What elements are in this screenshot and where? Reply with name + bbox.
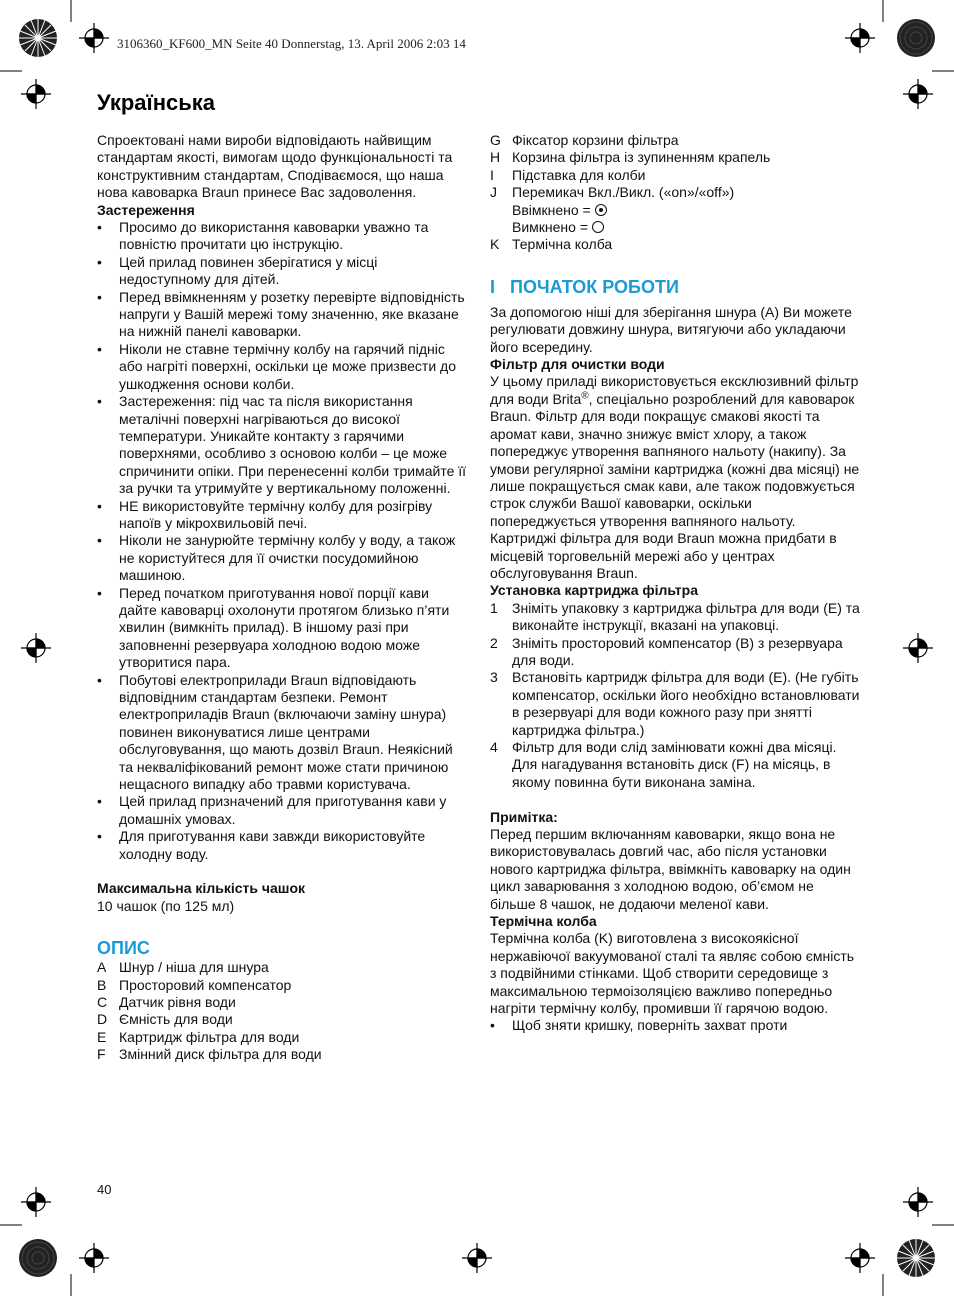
list-item: • Просимо до використання кавоварки уважно та повністю прочитати цю інструкцію. — [97, 219, 467, 254]
list-item: • Застереження: під час та після використання металічні поверхні нагріваються до високої температури. Уникайте контакту з гарячими поверхнями, особливо з основою колби – це може спричинити опіки. При перенесенні колби тримайте її за ручки та утримуйте у вертикальному положенні. — [97, 393, 467, 497]
legend-key: J — [490, 184, 497, 201]
legend-item-d — [97, 1011, 467, 1028]
legend-text: Датчик рівня води — [119, 994, 236, 1011]
water-filter-heading: Фільтр для очистки води — [490, 356, 665, 373]
step-text: Зніміть упаковку з картриджа фільтра для води (E) та виконайте інструкції, вказані на упаковці. — [512, 599, 860, 634]
step-number: 3 — [490, 669, 498, 686]
thermal-heading: Термічна колба — [490, 913, 597, 930]
list-item — [490, 600, 860, 635]
legend-item-a — [97, 959, 467, 976]
legend-text: Ємність для води — [119, 1011, 233, 1028]
list-item — [490, 635, 860, 670]
legend-text: Шнур / ніша для шнура — [119, 959, 269, 976]
warnings-heading: Застереження — [97, 201, 195, 218]
start-intro: За допомогою ніші для зберігання шнура (A) Ви можете регулювати довжину шнура, витягуючи або укладаючи його всередину. — [490, 303, 852, 355]
legend-key: D — [97, 1011, 108, 1028]
list-item: • Щоб зняти кришку, поверніть захват проти — [490, 1017, 860, 1034]
step-number: 2 — [490, 634, 498, 651]
list-item: • Цей прилад призначений для приготування кави у домашніх умовах. — [97, 793, 467, 828]
legend-text: Картридж фільтра для води — [119, 1028, 300, 1045]
off-label: Вимкнено = — [512, 219, 589, 236]
water-filter-text-a: У цьому приладі використовується ексклюзивний фільтр для води Brita — [490, 373, 859, 407]
on-label: Ввімкнено = — [512, 201, 591, 218]
legend-key: I — [490, 166, 494, 183]
water-filter-text — [490, 373, 860, 582]
legend-text: Просторовий компенсатор — [119, 976, 292, 993]
install-steps — [490, 600, 860, 791]
legend-text: Термічна колба — [512, 236, 613, 253]
legend-item-c — [97, 994, 467, 1011]
page-title: Українська — [97, 90, 216, 115]
start-heading — [490, 276, 860, 298]
start-section-number: I — [490, 276, 496, 297]
page-number: 40 — [97, 1182, 112, 1197]
on-symbol-icon — [595, 204, 607, 216]
max-cups-heading: Максимальна кількість чашок — [97, 880, 305, 897]
legend-key: K — [490, 236, 500, 253]
list-item: • НЕ використовуйте термічну колбу для розігріву напоїв у мікрохвильовій печі. — [97, 498, 467, 533]
intro-paragraph: Спроектовані нами вироби відповідають найвищим стандартам якості, вимогам щодо функціональності та конструктивним стандартам, Сподіваємося, що наша нова кавоварка Braun принесе Вас задоволення. — [97, 132, 453, 201]
print-header-line: 3106360_KF600_MN Seite 40 Donnerstag, 13. April 2006 2:03 14 — [117, 36, 466, 51]
note-text: Перед першим включанням кавоварки, якщо вона не використовувалась довгий час, або після установки нового картриджа фільтра, ввімкніть кавоварку на один цикл заварювання з холодною водою, об’ємом не більше 8 чашок, не додаючи меленої кави. — [490, 826, 851, 912]
step-text: Фільтр для води слід замінювати кожні два місяці. Для нагадування встановіть диск (F) на місяць, в якому повинна бути виконана заміна. — [512, 739, 837, 790]
list-item: • Побутові електроприлади Braun відповідають відповідним стандартам безпеки. Ремонт електроприладів Braun (включаючи заміну шнура) повинен виконуватися лише центрами обслуговування, що мають дозвіл Braun. Неякісний та некваліфікований ремонт може стати причиною нещасного випадку або травми користувача. — [97, 672, 467, 794]
warnings-list — [97, 219, 467, 863]
legend-key: H — [490, 149, 501, 166]
thermal-list — [490, 1017, 860, 1034]
legend-key: B — [97, 976, 107, 993]
list-item — [490, 739, 860, 791]
step-number: 1 — [490, 599, 498, 616]
right-column — [490, 132, 860, 1035]
legend-item-h — [490, 149, 860, 166]
thermal-text: Термічна колба (K) виготовлена з високоякісної нержавіючої вакуумованої сталі та являє собою ємність з подвійними стінками. Щоб створити середовище з максимальною термоізоляцією важливо попередньо нагріти термічну колбу, промивши її гарячою водою. — [490, 930, 855, 1017]
legend-item-i — [490, 167, 860, 184]
list-item: • Цей прилад повинен зберігатися у місці недоступному для дітей. — [97, 254, 467, 289]
list-item: • Ніколи не ставне термічну колбу на гарячий підніс або нагріті поверхні, оскільки це може призвести до ушкодження основи колби. — [97, 341, 467, 393]
legend-item-f — [97, 1046, 467, 1063]
description-legend — [97, 959, 467, 1063]
legend-text: Підставка для колби — [512, 166, 646, 183]
legend-key: E — [97, 1028, 107, 1045]
description-legend-continued — [490, 132, 860, 254]
off-symbol-icon — [592, 221, 604, 233]
legend-key: A — [97, 959, 107, 976]
description-heading: ОПИС — [97, 938, 150, 959]
water-filter-text-b: , спеціально розроблений для кавоварок Braun. Фільтр для води покращує смакові якості та аромат кави, значно знижує вміст хлору, а також попереджує утворення вапняного нальоту (накипу). За умови регулярної заміни картриджа (кожні два місяці) не лише покращується смак кави, але також подовжується строк служби Вашої кавоварки, оскільки попереджується утворення вапняного нальоту. Картриджі фільтра для води Braun можна придбати в місцевій торговельній мережі або у центрах обслуговування Braun. — [490, 390, 860, 581]
step-number: 4 — [490, 739, 498, 755]
list-item — [490, 669, 860, 739]
step-text: Зніміть просторовий компенсатор (B) з резервуара для води. — [512, 634, 843, 668]
list-item: • Перед початком приготування нової порції кави дайте кавоварці охолонути протягом близько п’яти хвилин (вимкніть прилад). В іншому разі при заповненні резервуара холодною водою може утворитися пара. — [97, 585, 467, 672]
legend-item-j — [490, 184, 860, 236]
max-cups-value: 10 чашок (по 125 мл) — [97, 897, 235, 914]
registered-mark: ® — [581, 390, 589, 402]
legend-text: Фіксатор корзини фільтра — [512, 132, 679, 148]
legend-item-b — [97, 977, 467, 994]
step-text: Встановіть картридж фільтра для води (E). (Не губіть компенсатор, оскільки його необхідно встановлювати в резервуарі для води кожного разу при знятті картриджа фільтра.) — [512, 669, 860, 738]
legend-item-k — [490, 236, 860, 253]
left-column — [97, 132, 467, 1064]
install-heading: Установка картриджа фільтра — [490, 582, 698, 599]
legend-key: C — [97, 994, 108, 1011]
legend-text — [512, 184, 860, 236]
start-section-title: ПОЧАТОК РОБОТИ — [510, 276, 679, 297]
note-heading: Примітка: — [490, 808, 558, 825]
switch-label: Перемикач Вкл./Викл. («on»/«off») — [512, 184, 735, 201]
list-item: • Ніколи не занурюйте термічну колбу у воду, а також не користуйтеся для її очистки посудомийною машиною. — [97, 532, 467, 584]
legend-text: Змінний диск фільтра для води — [119, 1046, 322, 1063]
legend-item-e — [97, 1029, 467, 1046]
list-item: • Для приготування кави завжди використовуйте холодну воду. — [97, 828, 467, 863]
legend-key: G — [490, 132, 501, 148]
legend-text: Корзина фільтра із зупиненням крапель — [512, 149, 771, 166]
list-item: • Перед ввімкненням у розетку перевірте відповідність напруги у Вашій мережі тому значенню, яке вказане на нижній панелі кавоварки. — [97, 289, 467, 341]
legend-item-g — [490, 132, 860, 149]
legend-key: F — [97, 1046, 106, 1063]
